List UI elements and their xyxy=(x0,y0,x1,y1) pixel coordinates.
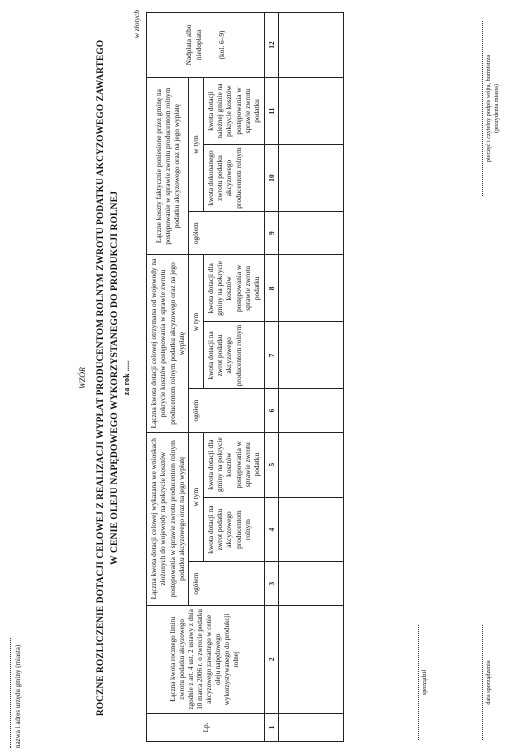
cell-g3-refund[interactable] xyxy=(278,145,343,212)
header-lp: Lp. xyxy=(147,713,265,741)
header-g1-total: ogółem xyxy=(189,562,264,605)
header-annual-limit: Łączna kwota rocznego limitu zwrotu podatku akcyzowego zgodnie z art. 4 ust. 2 ustawy z dnia 10 marca 2006 r. o zwrocie podatku akcyzowego zawartego w cenie oleju napędowego wykorzystywanego do produkcji rolnej xyxy=(147,605,265,713)
column-number-8: 8 xyxy=(264,255,278,322)
cell-annual-limit[interactable] xyxy=(278,605,343,713)
signature-line xyxy=(482,21,483,196)
column-number-5: 5 xyxy=(264,432,278,497)
header-g2-including: w tym xyxy=(189,255,203,389)
column-number-10: 10 xyxy=(264,145,278,212)
office-label: nazwa i adres urzędu gminy (miasta) xyxy=(14,644,22,748)
header-group-requested: Łączna kwota dotacji celowej wykazana we wnioskach złożonych do wojewody na pokrycie kosztów postępowania w sprawie zwrotu producentom rolnym podatku akcyzowego oraz na jego wypłatę xyxy=(147,432,189,605)
title-line-2: W CENIE OLEJU NAPĘDOWEGO WYKORZYSTANEGO DO PRODUKCJI ROLNEJ xyxy=(109,191,120,565)
column-number-1: 1 xyxy=(264,713,278,741)
preparation-date-label: data sporządzenia xyxy=(485,660,492,705)
signature-label-line-1: pieczęć i czytelny podpis wójta, burmistrza xyxy=(485,54,492,163)
cell-overpayment[interactable] xyxy=(278,13,343,78)
column-number-2: 2 xyxy=(264,605,278,713)
cell-g2-total[interactable] xyxy=(278,389,343,432)
signature-label-line-2: (prezydenta miasta) xyxy=(493,84,500,133)
preparation-date-line xyxy=(482,625,483,740)
wzor-label: WZÓR xyxy=(78,367,87,389)
cell-lp[interactable] xyxy=(278,713,343,741)
cell-g2-costs[interactable] xyxy=(278,255,343,322)
prepared-by-line xyxy=(418,625,419,740)
column-number-4: 4 xyxy=(264,497,278,562)
cell-g3-costs[interactable] xyxy=(278,77,343,144)
column-number-6: 6 xyxy=(264,389,278,432)
prepared-by-label: sporządził xyxy=(421,669,428,696)
unit-label: w złotych xyxy=(132,10,141,39)
column-number-11: 11 xyxy=(264,77,278,144)
overpayment-label: Nadpłata albo niedopłata xyxy=(184,24,203,66)
header-g1-refund: kwota dotacji na zwrot podatku akcyzowego producentom rolnym xyxy=(203,497,264,562)
cell-g1-total[interactable] xyxy=(278,562,343,605)
header-group-received: Łączna kwota dotacji celowej otrzymana od wojewody na pokrycie kosztów postępowania w sprawie zwrotu producentom rolnym podatku akcyzowego oraz na jego wypłatę xyxy=(147,255,189,432)
header-g3-including: w tym xyxy=(189,77,203,211)
column-number-3: 3 xyxy=(264,562,278,605)
title-line-3: za rok ..... xyxy=(122,360,131,396)
column-number-12: 12 xyxy=(264,13,278,78)
header-g2-refund: kwota dotacji na zwrot podatku akcyzowego producentom rolnym xyxy=(203,322,264,389)
data-entry-row[interactable] xyxy=(278,13,343,742)
column-number-7: 7 xyxy=(264,322,278,389)
cell-g2-refund[interactable] xyxy=(278,322,343,389)
cell-g1-refund[interactable] xyxy=(278,497,343,562)
cell-g3-total[interactable] xyxy=(278,212,343,255)
title-line-1: ROCZNE ROZLICZENIE DOTACJI CELOWEJ Z REALIZACJI WYPŁAT PRODUCENTOM ROLNYM ZWROTU PODATKU AKCYZOWEGO ZAWARTEGO xyxy=(96,39,106,717)
header-g2-total: ogółem xyxy=(189,389,264,432)
column-number-9: 9 xyxy=(264,212,278,255)
overpayment-formula: (kol. 6–9) xyxy=(216,30,226,60)
header-g1-including: w tym xyxy=(189,432,203,562)
office-dotted-line xyxy=(10,638,11,748)
column-number-row xyxy=(264,13,278,742)
header-group-costs: Łączne koszty faktycznie poniesione przez gminę na postępowanie w sprawie zwrotu producentom rolnym podatku akcyzowego oraz na jego wypłatę xyxy=(147,77,189,254)
cell-g1-costs[interactable] xyxy=(278,432,343,497)
header-g2-costs: kwota dotacji dla gminy na pokrycie kosztów postępowania w sprawie zwrotu podatku xyxy=(203,255,264,322)
header-overpayment xyxy=(147,13,265,78)
header-g3-refund: kwota dokonanego zwrotu podatku akcyzowego producentom rolnym xyxy=(203,145,264,212)
settlement-table xyxy=(146,12,344,742)
header-g3-costs: kwota dotacji należnej gminie na pokrycie kosztów postępowania w sprawie zwrotu podatku xyxy=(203,77,264,144)
header-g3-total: ogółem xyxy=(189,212,264,255)
header-g1-costs: kwota dotacji dla gminy na pokrycie kosztów postępowania w sprawie zwrotu podatku xyxy=(203,432,264,497)
